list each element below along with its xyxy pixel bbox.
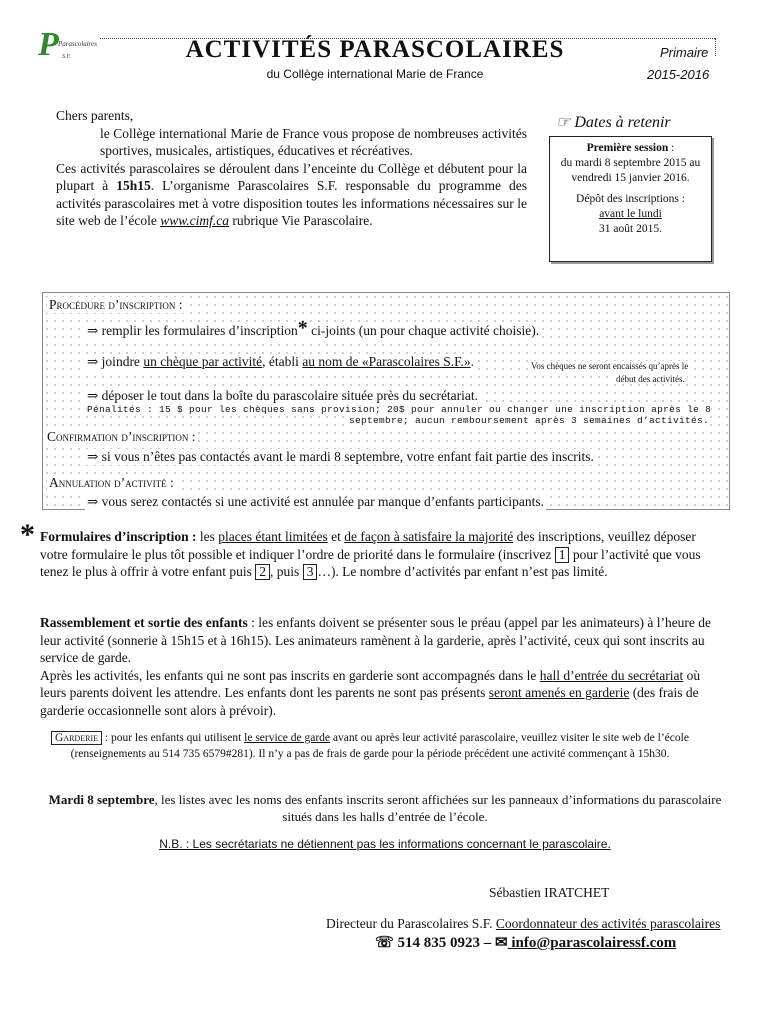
step-text: ⇒ joindre <box>87 354 144 369</box>
page-title: ACTIVITÉS PARASCOLAIRES <box>185 36 565 63</box>
gathering-text-part: : les enfants doivent se présenter sous le préau (appel par les animateurs) à l’heure de leur activité (sonnerie à 15h15 et à 16h15). Les animateurs ramènent à la garderie, après l’activité, ceux qui sont inscrits au service de garde. <box>40 615 712 665</box>
session-line <box>550 141 711 156</box>
priority-box-2: 2 <box>255 564 270 580</box>
logo <box>38 26 98 66</box>
gathering-paragraph <box>40 614 712 719</box>
gathering-text-part: (des frais de garderie occasionnelle sont alors à prévoir). <box>40 685 699 718</box>
garderie-note <box>50 730 690 762</box>
priority-box-3: 3 <box>303 564 318 580</box>
session-dates: du mardi 8 septembre 2015 au vendredi 15 janvier 2016. <box>560 157 701 184</box>
dates-title <box>556 112 671 132</box>
forms-text <box>40 528 712 581</box>
forms-text-part: de façon à satisfaire la majorité <box>344 529 514 544</box>
dates-box <box>549 136 712 262</box>
role-text: Directeur du Parascolaires S.F. <box>326 916 496 931</box>
greeting: Chers parents, <box>56 108 134 123</box>
forms-text-part: places étant limitées <box>218 529 328 544</box>
header-divider-right <box>715 38 716 56</box>
phone-icon: ☏ <box>375 935 394 951</box>
confirmation-text: ⇒ si vous n’êtes pas contactés avant le mardi 8 septembre, votre enfant fait partie des inscrits. <box>87 449 594 464</box>
intro-text: Ces activités parascolaires se déroulent dans l’enceinte du Collège et débutent pour la plupart à <box>56 160 527 193</box>
start-time: 15h15 <box>116 178 151 193</box>
nb-note: N.B. : Les secrétariats ne détiennent pas les informations concernant le parascolaire. <box>159 837 611 851</box>
gathering-label: Rassemblement et sortie des enfants <box>40 615 248 630</box>
dates-title-text: Dates à retenir <box>574 114 671 131</box>
step-text: au nom de «Parascolaires S.F.» <box>302 354 471 369</box>
step-text: ci-joints (un pour chaque activité choisie). <box>307 323 540 338</box>
procedure-heading: Procédure d’inscription : <box>49 297 183 312</box>
step-text: . <box>470 354 475 369</box>
gathering-text-part: hall d’entrée du secrétariat <box>539 667 684 683</box>
signatory-role <box>326 916 720 932</box>
intro-letter <box>56 107 527 230</box>
gathering-text-part: Après les activités, les enfants qui ne sont pas inscrits en garderie sont accompagnés dans le <box>40 667 540 683</box>
deposit-label: Dépôt des inscriptions : <box>576 193 685 205</box>
step-text: ⇒ remplir les formulaires d’inscription <box>87 323 298 338</box>
school-year: 2015-2016 <box>647 67 710 82</box>
logo-letter: P <box>38 26 59 63</box>
session-colon: : <box>668 142 675 154</box>
forms-text-part: …). Le nombre d’activités par enfant n’est pas limité. <box>317 564 608 579</box>
logo-name: Parascolaires <box>58 40 98 48</box>
procedure-step-2 <box>85 354 476 370</box>
garderie-text-part: avant ou après leur activité parascolaire, veuillez visiter le site web de l’école (renseignements au 514 735 6579#281). Il n’y a pas de frais de garde pour la période précédent une activité commençant à 15h30. <box>70 732 689 760</box>
logo-sf: S.F. <box>62 54 71 60</box>
forms-text-part: , puis <box>270 564 303 579</box>
intro-text: . L’organisme Parascolaires S.F. responsable du programme des activités parascolaires met à votre disposition toutes les informations nécessaires sur le site web de l’école <box>56 178 528 228</box>
mardi-label: Mardi 8 septembre <box>48 792 155 807</box>
deposit-date: 31 août 2015. <box>599 223 662 235</box>
gathering-text-1 <box>40 614 712 667</box>
priority-box-1: 1 <box>555 547 570 563</box>
cancellation-text: ⇒ vous serez contactés si une activité est annulée par manque d’enfants participants. <box>87 494 545 509</box>
asterisk-mark: * <box>297 317 308 339</box>
mardi-text: , les listes avec les noms des enfants inscrits seront affichées sur les panneaux d’informations du parascolaire situés dans les halls d’entrée de l’école. <box>154 792 722 824</box>
procedure-step-3: ⇒ déposer le tout dans la boîte du parascolaire située près du secrétariat. <box>87 388 479 403</box>
procedure-box <box>42 292 730 510</box>
lists-posting-note <box>40 791 730 825</box>
forms-text-part: les <box>196 529 219 544</box>
pointing-hand-icon: ☞ <box>556 114 571 131</box>
email-link[interactable]: info@parascolairessf.com <box>507 935 677 951</box>
signatory-name: Sébastien IRATCHET <box>489 885 610 900</box>
contact-line <box>375 933 676 952</box>
website-link[interactable]: www.cimf.ca <box>160 213 229 228</box>
cheque-note-1: Vos chèques ne seront encaissés qu’après le <box>531 361 689 371</box>
role-text: Coordonnateur des activités parascolaires <box>495 916 721 931</box>
step-text: , établi <box>262 354 303 369</box>
forms-label: Formulaires d’inscription : <box>40 529 197 544</box>
cancellation-heading: Annulation d’activité : <box>49 475 174 490</box>
forms-text-part: des inscriptions, veuillez déposer votre formulaire le plus tôt possible et indiquer l’ordre de priorité dans le formulaire (inscrivez <box>40 529 696 562</box>
gathering-text-part: seront amenés en garderie <box>488 685 630 700</box>
level-label: Primaire <box>660 45 709 60</box>
phone-number: 514 835 0923 – <box>393 935 496 951</box>
page-subtitle: du Collège international Marie de France <box>266 67 484 81</box>
deposit-until: avant le lundi <box>599 208 662 220</box>
cheque-note-2: début des activités. <box>616 374 685 384</box>
step-text: un chèque par activité <box>143 354 263 369</box>
gathering-text-2 <box>40 667 712 720</box>
garderie-label: Garderie <box>51 731 102 745</box>
mail-icon: ✉ <box>495 935 508 951</box>
forms-paragraph <box>40 528 712 581</box>
gathering-text-part: où leurs parents doivent les attendre. Les enfants dont les parents ne sont pas présents <box>40 667 701 700</box>
asterisk-mark: * <box>20 518 35 551</box>
procedure-step-1 <box>85 317 541 339</box>
penalty-line-2: septembre; aucun remboursement après 3 semaines d’activités. <box>349 415 710 426</box>
intro-line2 <box>56 160 527 230</box>
session-label: Première session <box>586 142 669 154</box>
forms-text-part: pour l’activité que vous tenez le plus à offrir à votre enfant puis <box>40 546 701 579</box>
confirmation-heading: Confirmation d’inscription : <box>47 429 196 444</box>
intro-line1: le Collège international Marie de France vous propose de nombreuses activités sportives, musicales, artistiques, éducatives et récréatives. <box>100 125 527 158</box>
garderie-text-part: : pour les enfants qui utilisent <box>102 732 245 744</box>
garderie-text-part: le service de garde <box>244 732 331 744</box>
penalty-line-1: Pénalités : 15 $ pour les chèques sans provision; 20$ pour annuler ou changer une inscription après le 8 <box>87 404 712 415</box>
intro-text: rubrique Vie Parascolaire. <box>228 213 373 228</box>
forms-text-part: et <box>327 529 345 544</box>
